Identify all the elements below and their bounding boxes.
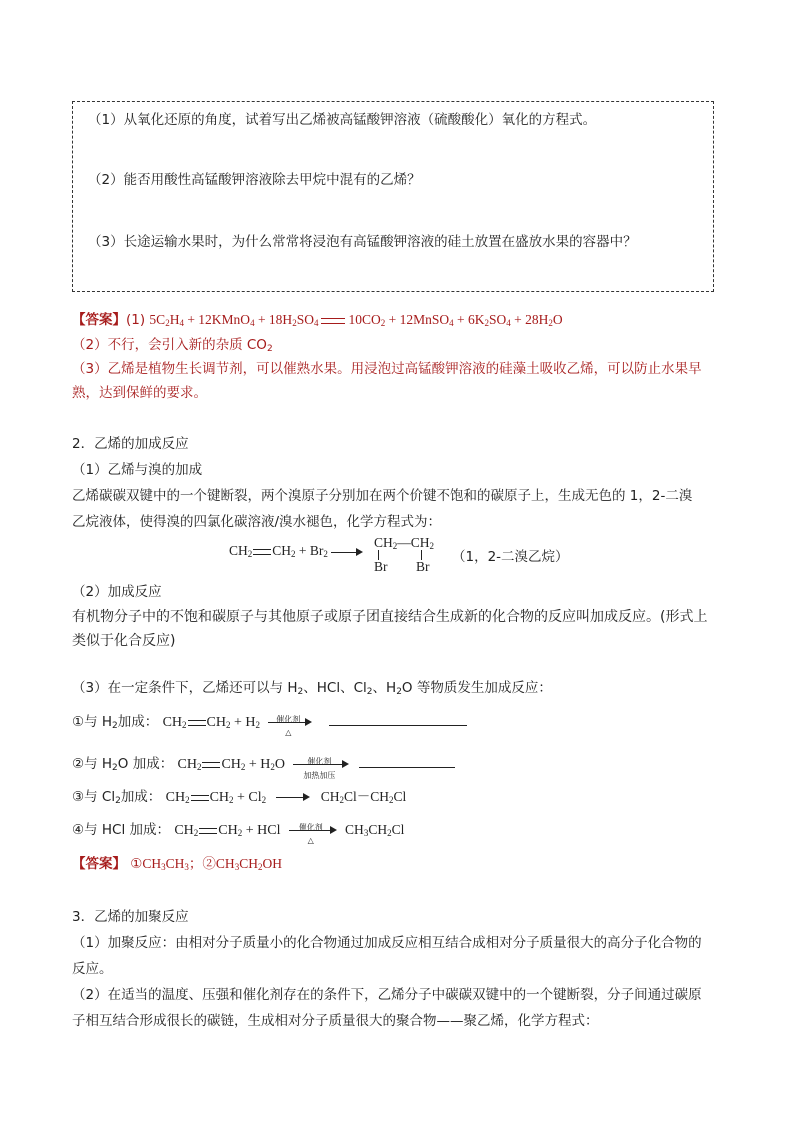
question-1: （1）从氧化还原的角度，试着写出乙烯被高锰酸钾溶液（硫酸酸化）氧化的方程式。 bbox=[88, 112, 597, 128]
reaction-3: ③与 $Cl_2$加成： $CH_2$ $CH_2 + Cl_2$ $CH_2Cl-CH_2Cl$ bbox=[72, 789, 407, 806]
br-right: Br bbox=[416, 559, 430, 574]
answer-eq-text: $5C_2H_4$ + 12KMnO$_4$ + $18H_2SO_4$ $10CO_2$ + 12MnSO$_4$ + $6K_2SO_4 + 28H_2O$ bbox=[149, 312, 563, 328]
blank-line-2 bbox=[359, 767, 455, 768]
r2-label2: O 加成： bbox=[117, 756, 174, 772]
double-bond-icon bbox=[199, 828, 217, 834]
answer-1-line3a: （3）乙烯是植物生长调节剂，可以催熟水果。用浸泡过高锰酸钾溶液的硅藻土吸收乙烯，可以防止水果早 bbox=[72, 361, 702, 377]
question-2: （2）能否用酸性高锰酸钾溶液除去甲烷中混有的乙烯？ bbox=[88, 172, 421, 188]
catalyst-label: 催化剂 bbox=[276, 715, 301, 724]
catalyst-arrow-icon bbox=[268, 715, 312, 737]
section-3-p1b: 反应。 bbox=[72, 961, 113, 977]
bromine-equation: $CH_2$ $CH_2 + Br_2$ bbox=[229, 543, 363, 559]
section-3-title: 3．乙烯的加聚反应 bbox=[72, 909, 189, 925]
section-2-sub1: （1）乙烯与溴的加成 bbox=[72, 462, 203, 478]
catalyst-arrow-icon bbox=[289, 823, 337, 845]
answer-1-line2: （2）不行，会引入新的杂质 $CO_2$ bbox=[72, 337, 273, 354]
r3-label2: 加成： bbox=[120, 789, 162, 805]
equals-sign-icon bbox=[321, 318, 345, 324]
answer-1-line3b: 熟，达到保鲜的要求。 bbox=[72, 385, 207, 401]
answer-label: 【答案】 bbox=[72, 312, 126, 328]
answer-2 bbox=[72, 852, 282, 872]
heat-label: △ bbox=[307, 836, 314, 845]
reaction-4: ④与 HCl 加成： $CH_2$ $CH_2$ + HCl 催化剂 △ $CH_3CH_2Cl$ bbox=[72, 822, 405, 845]
eq-mnso4: + 12MnSO bbox=[388, 312, 450, 327]
dibromoethane-structure: $CH_2—CH_2$ bbox=[374, 535, 435, 551]
blank-line-1 bbox=[329, 725, 467, 726]
double-bond-icon bbox=[191, 795, 209, 801]
eq-h2o: + 28H bbox=[514, 312, 549, 327]
sub3-rest: 等物质发生加成反应： bbox=[416, 680, 552, 696]
catalyst-label: 催化剂 bbox=[307, 757, 332, 766]
answer-line2-text: （2）不行，会引入新的杂质 CO bbox=[72, 337, 267, 353]
answer-label: 【答案】 bbox=[72, 856, 126, 872]
equation-note: （1，2-二溴乙烷） bbox=[452, 549, 569, 565]
sub3-text: （3）在一定条件下，乙烯还可以与 H bbox=[72, 680, 298, 696]
r4-product: CH bbox=[345, 822, 364, 837]
section-2-p2b: 类似于化合反应) bbox=[72, 633, 176, 649]
eq-h2so4: + 18H bbox=[257, 312, 293, 327]
catalyst-label: 催化剂 bbox=[298, 823, 323, 832]
question-3: （3）长途运输水果时，为什么常常将浸泡有高锰酸钾溶液的硅土放置在盛放水果的容器中？ bbox=[88, 234, 637, 250]
answer-1-equation bbox=[72, 308, 563, 328]
double-bond-icon bbox=[202, 762, 220, 768]
section-2-p1b: 乙烷液体，使得溴的四氯化碳溶液/溴水褪色，化学方程式为： bbox=[72, 514, 442, 530]
heat-pressure-label: 加热加压 bbox=[303, 771, 336, 780]
r1-label: ①与 H bbox=[72, 714, 113, 730]
section-3-p2a: （2）在适当的温度、压强和催化剂存在的条件下，乙烯分子中碳碳双键中的一个键断裂，分子间通过碳原 bbox=[72, 987, 702, 1003]
section-2-p2a: 有机物分子中的不饱和碳原子与其他原子或原子团直接结合生成新的化合物的反应叫加成反应。(形式上 bbox=[72, 609, 708, 625]
catalyst-pressure-arrow-icon bbox=[293, 757, 349, 780]
br-left: Br bbox=[374, 559, 388, 574]
arrow-icon bbox=[331, 547, 363, 557]
r4-label: ④与 HCl 加成： bbox=[72, 822, 171, 838]
r1-label2: 加成： bbox=[117, 714, 159, 730]
reaction-1: ①与 $H_2$加成： $CH_2$ $CH_2 + H_2$ 催化剂 △ bbox=[72, 710, 312, 731]
r3-product: CH bbox=[320, 789, 340, 804]
answer-2-text: $①CH_3CH_3$；$②CH_3CH_2OH$ bbox=[130, 856, 282, 872]
section-2-title: 2．乙烯的加成反应 bbox=[72, 436, 189, 452]
answer-eq-prefix: (1) bbox=[126, 312, 146, 328]
eq-kmno4: + 12KMnO bbox=[187, 312, 251, 327]
r3-label: ③与 Cl bbox=[72, 789, 116, 805]
section-2-p1a: 乙烯碳碳双键中的一个键断裂，两个溴原子分别加在两个价键不饱和的碳原子上，生成无色的 1，2-二溴 bbox=[72, 488, 693, 504]
reaction-2: ②与 $H_2O$ 加成： $CH_2$ $CH_2 + H_2O$ 催化剂 加热加压 bbox=[72, 752, 349, 773]
eq-co2: 10CO bbox=[348, 312, 381, 327]
section-3-p2b: 子相互结合形成很长的碳链，生成相对分子质量很大的聚合物——聚乙烯，化学方程式： bbox=[72, 1013, 599, 1029]
section-2-sub2: （2）加成反应 bbox=[72, 584, 162, 600]
eq-c2h4: 5C bbox=[149, 312, 166, 327]
section-3-p1a: （1）加聚反应：由相对分子质量小的化合物通过加成反应相互结合成相对分子质量很大的高分子化合物的 bbox=[72, 935, 702, 951]
double-bond-icon bbox=[253, 549, 271, 555]
eq-k2so4: + 6K bbox=[456, 312, 485, 327]
arrow-icon bbox=[276, 792, 310, 802]
heat-label: △ bbox=[285, 728, 292, 737]
double-bond-icon bbox=[188, 720, 206, 726]
section-2-sub3: （3）在一定条件下，乙烯还可以与 $H_2$、HCl、$Cl_2$、$H_2O$ 等物质发生加成反应： bbox=[72, 680, 552, 697]
question-box bbox=[72, 101, 714, 292]
r2-label: ②与 H bbox=[72, 756, 113, 772]
